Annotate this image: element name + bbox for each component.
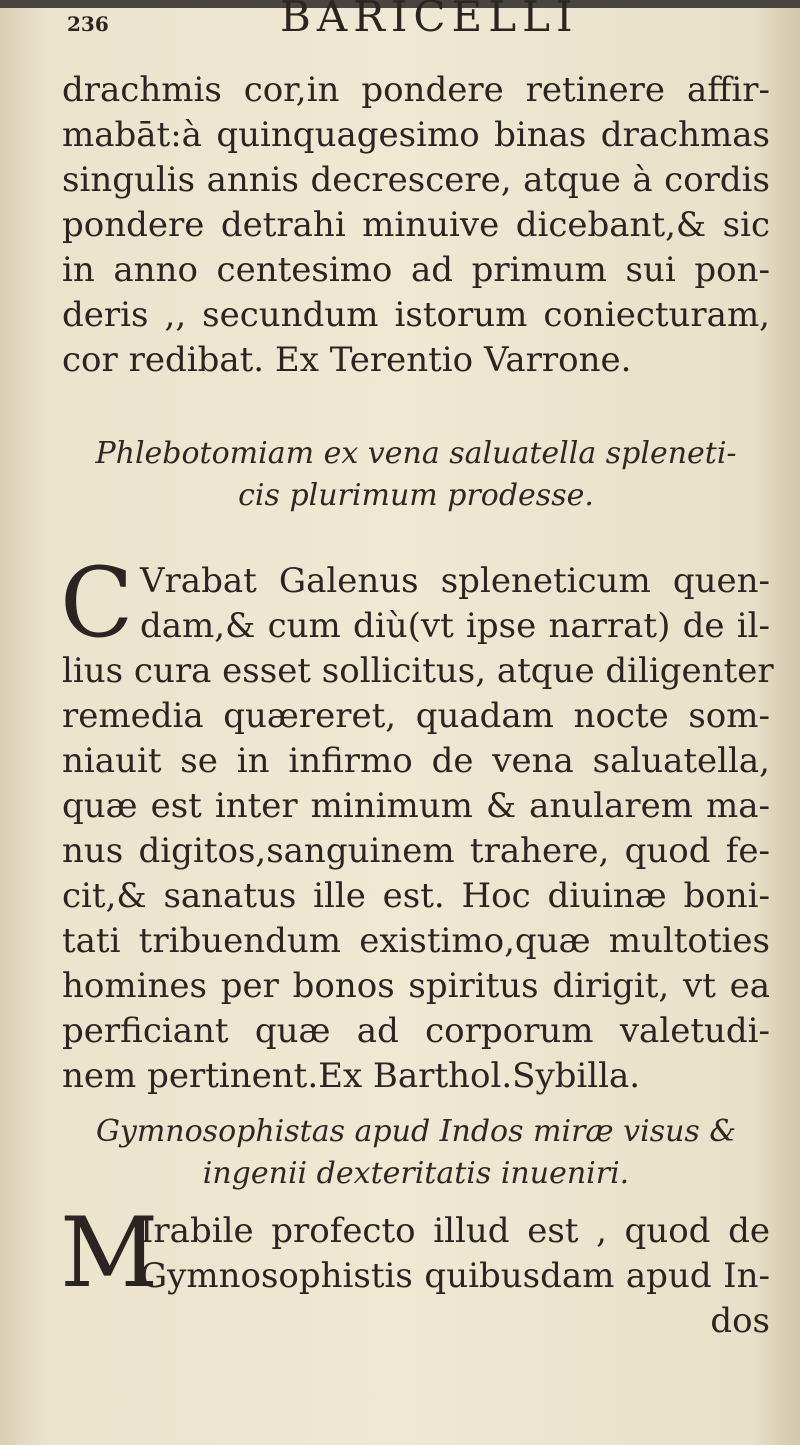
text-line: Irabile profecto illud est , quod de [140,1211,770,1251]
paragraph-2 [60,547,774,1099]
text-line: cor redibat. Ex Terentio Varrone. [62,340,632,380]
text-line: Gymnosophistis quibusdam apud In- [140,1256,770,1296]
page-header [55,2,775,42]
running-head: BARICELLI [280,0,579,41]
text-line: remedia quæreret, quadam nocte som- [62,696,770,736]
text-line: mabāt:à quinquagesimo binas drachmas [62,115,770,155]
text-line: pondere detrahi minuive dicebant,& sic [62,205,770,245]
paragraph-1 [62,68,770,383]
catchword: dos [710,1301,770,1341]
text-line: in anno centesimo ad primum sui pon- [62,250,770,290]
paragraph-3 [60,1197,770,1344]
text-line: drachmis cor,in pondere retinere affir- [62,70,770,110]
text-line: singulis annis decrescere, atque à cordis [62,160,770,200]
text-line: nus digitos,sanguinem trahere, quod fe- [62,831,770,871]
heading-line: Phlebotomiam ex vena saluatella spleneti- [95,436,737,471]
text-line: homines per bonos spiritus dirigit, vt ea [62,966,770,1006]
text-line: Vrabat Galenus spleneticum quen- [140,561,770,601]
heading-line: cis plurimum prodesse. [238,478,594,513]
text-line: lius cura esset sollicitus, atque diligenter [62,651,774,691]
drop-cap: C [60,547,134,659]
text-line: perficiant quæ ad corporum valetudi- [62,1011,770,1051]
drop-cap: M [60,1197,159,1309]
text-line: tati tribuendum existimo,quæ multoties [62,921,770,961]
heading-line: Gymnosophistas apud Indos miræ visus & [95,1114,737,1149]
text-line: dam,& cum diù(vt ipse narrat) de il- [140,606,770,646]
section-heading-1 [62,433,770,517]
text-line: cit,& sanatus ille est. Hoc diuinæ boni- [62,876,770,916]
section-heading-2 [62,1111,770,1195]
page-number: 236 [67,12,109,36]
text-line: niauit se in infirmo de vena saluatella, [62,741,770,781]
text-body [60,68,774,1344]
text-line: quæ est inter minimum & anularem ma- [62,786,770,826]
text-line: nem pertinent.Ex Barthol.Sybilla. [62,1056,641,1096]
heading-line: ingenii dexteritatis inueniri. [202,1156,630,1191]
text-line: deris ,, secundum istorum coniecturam, [62,295,770,335]
